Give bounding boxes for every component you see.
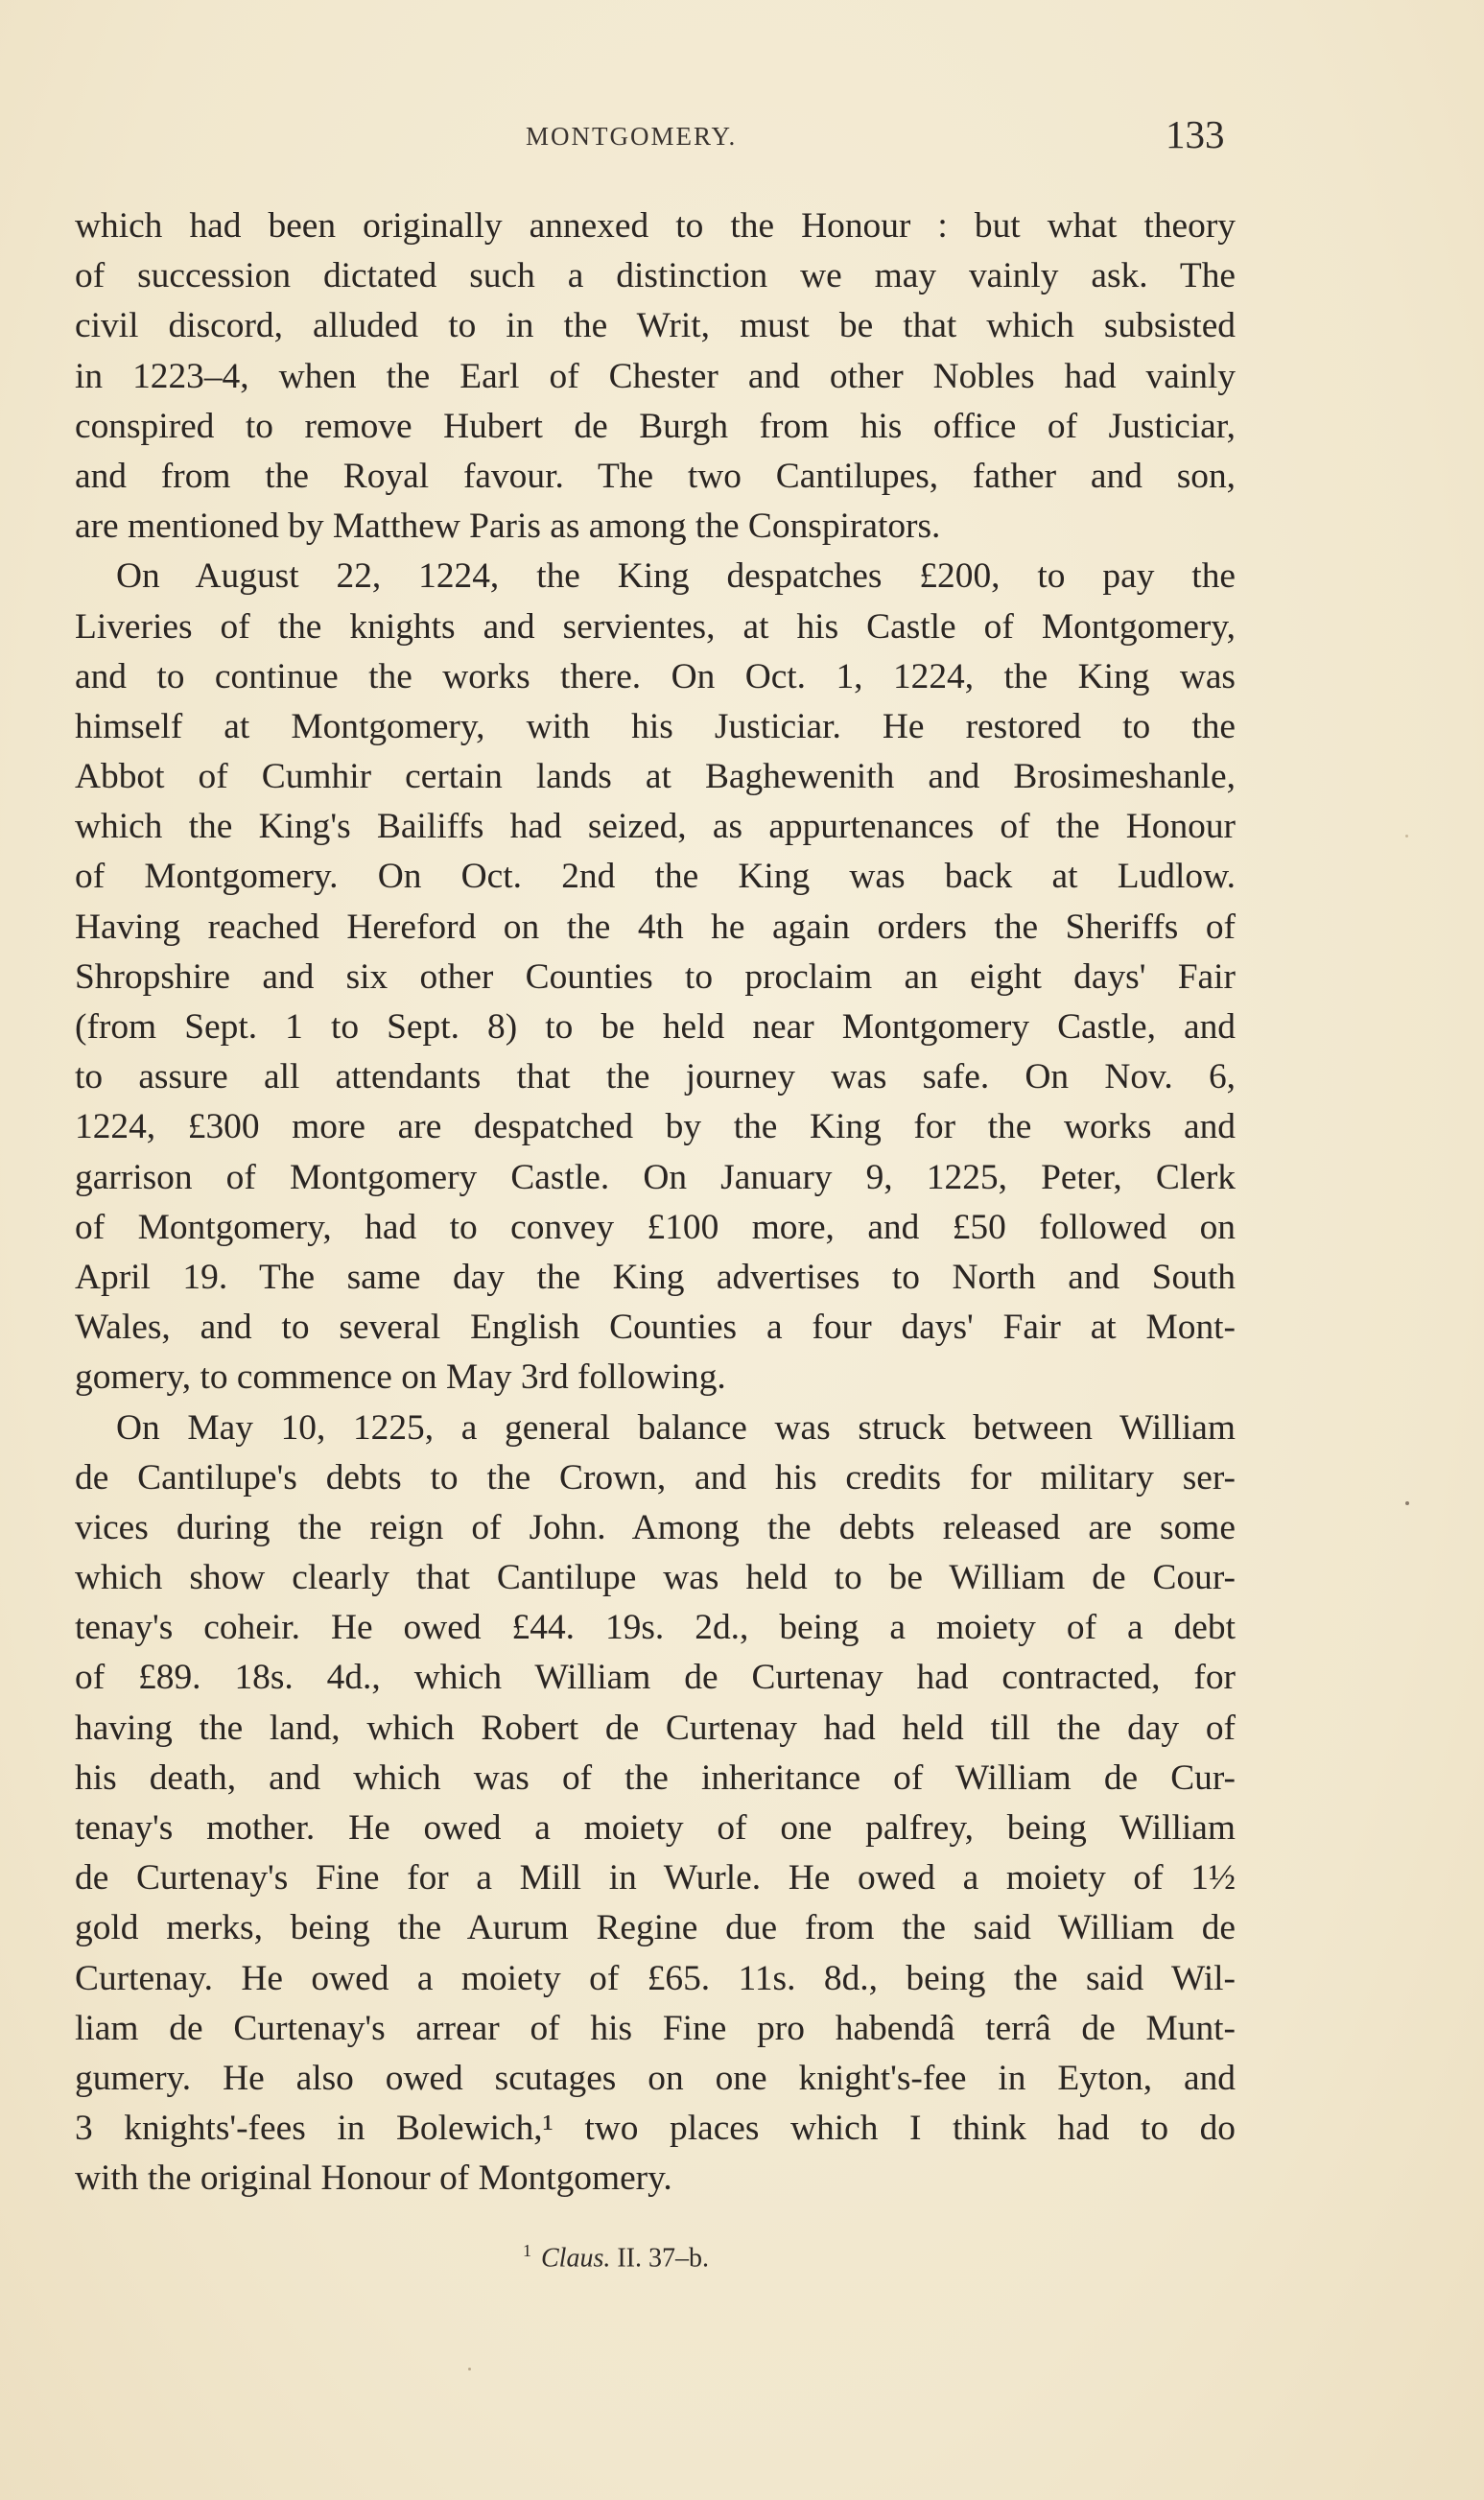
text-line: which show clearly that Cantilupe was held to be William de Cour- — [75, 1558, 1236, 1598]
text-line: of £89. 18s. 4d., which William de Curtenay had contracted, for — [75, 1658, 1236, 1698]
text-line: himself at Montgomery, with his Justiciar. He restored to the — [75, 706, 1236, 746]
text-line: Having reached Hereford on the 4th he again orders the Sheriffs of — [75, 907, 1236, 947]
text-line: tenay's mother. He owed a moiety of one palfrey, being William — [75, 1808, 1236, 1848]
text-line: his death, and which was of the inheritance of William de Cur- — [75, 1757, 1236, 1798]
text-line: of succession dictated such a distinction we may vainly ask. The — [75, 256, 1236, 296]
running-title: MONTGOMERY. — [526, 122, 738, 151]
text-line: On August 22, 1224, the King despatches £200, to pay the — [116, 556, 1236, 597]
text-line: gomery, to commence on May 3rd following. — [75, 1357, 726, 1398]
footnote — [523, 2241, 709, 2274]
text-line: 3 knights'-fees in Bolewich,¹ two places which I think had to do — [75, 2109, 1236, 2149]
text-line: Liveries of the knights and servientes, at his Castle of Montgomery, — [75, 606, 1236, 647]
text-line: Shropshire and six other Counties to proclaim an eight days' Fair — [75, 956, 1236, 997]
text-line: Abbot of Cumhir certain lands at Baghewenith and Brosimeshanle, — [75, 757, 1236, 797]
text-line: garrison of Montgomery Castle. On January 9, 1225, Peter, Clerk — [75, 1157, 1236, 1197]
text-line: (from Sept. 1 to Sept. 8) to be held near Montgomery Castle, and — [75, 1007, 1236, 1047]
paper-speck — [1405, 1501, 1409, 1505]
text-line: de Curtenay's Fine for a Mill in Wurle. He owed a moiety of 1½ — [75, 1858, 1236, 1899]
text-line: and to continue the works there. On Oct. 1, 1224, the King was — [75, 656, 1236, 696]
text-line: civil discord, alluded to in the Writ, must be that which subsisted — [75, 306, 1236, 346]
text-line: Wales, and to several English Counties a four days' Fair at Mont- — [75, 1308, 1236, 1348]
text-line: in 1223–4, when the Earl of Chester and other Nobles had vainly — [75, 356, 1236, 396]
text-line: April 19. The same day the King advertises to North and South — [75, 1257, 1236, 1297]
text-line: having the land, which Robert de Curtenay had held till the day of — [75, 1708, 1236, 1748]
text-line: gumery. He also owed scutages on one knight's-fee in Eyton, and — [75, 2058, 1236, 2098]
text-line: with the original Honour of Montgomery. — [75, 2158, 672, 2199]
page-number: 133 — [1166, 112, 1225, 156]
text-line: of Montgomery, had to convey £100 more, and £50 followed on — [75, 1207, 1236, 1247]
text-line: vices during the reign of John. Among the debts released are some — [75, 1507, 1236, 1547]
text-line: which had been originally annexed to the Honour : but what theory — [75, 206, 1236, 246]
text-line: On May 10, 1225, a general balance was struck between William — [116, 1407, 1236, 1448]
text-line: gold merks, being the Aurum Regine due from the said William de — [75, 1908, 1236, 1948]
text-line: are mentioned by Matthew Paris as among the Conspirators. — [75, 507, 941, 547]
text-line: conspired to remove Hubert de Burgh from his office of Justiciar, — [75, 406, 1236, 446]
footnote-reference: II. 37–b. — [617, 2243, 710, 2274]
text-line: to assure all attendants that the journey was safe. On Nov. 6, — [75, 1057, 1236, 1097]
footnote-source: Claus. — [541, 2243, 611, 2274]
text-line: de Cantilupe's debts to the Crown, and his credits for military ser- — [75, 1457, 1236, 1498]
footnote-marker: 1 — [523, 2241, 531, 2260]
text-line: and from the Royal favour. The two Cantilupes, father and son, — [75, 456, 1236, 496]
text-line: Curtenay. He owed a moiety of £65. 11s. 8d., being the said Wil- — [75, 1958, 1236, 1998]
text-line: liam de Curtenay's arrear of his Fine pro habendâ terrâ de Munt- — [75, 2008, 1236, 2048]
paper-speck — [468, 2368, 471, 2370]
text-line: tenay's coheir. He owed £44. 19s. 2d., being a moiety of a debt — [75, 1608, 1236, 1648]
body-text — [75, 201, 1236, 2205]
text-line: which the King's Bailiffs had seized, as appurtenances of the Honour — [75, 807, 1236, 847]
paper-speck — [1405, 835, 1408, 837]
text-line: 1224, £300 more are despatched by the King for the works and — [75, 1107, 1236, 1147]
text-line: of Montgomery. On Oct. 2nd the King was back at Ludlow. — [75, 857, 1236, 897]
